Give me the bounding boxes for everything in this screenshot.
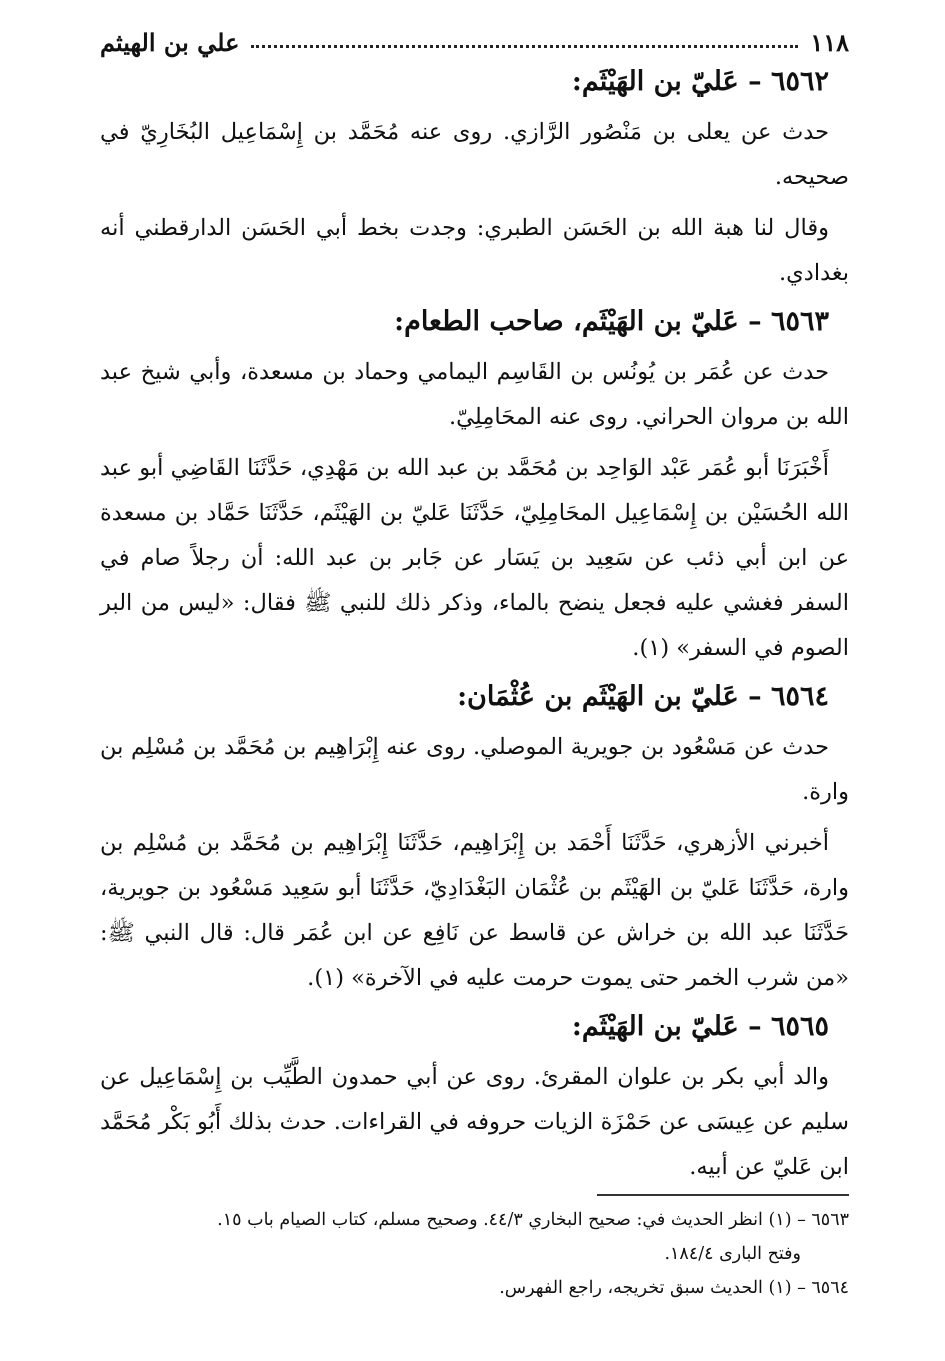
- entry-paragraph: حدث عن مَسْعُود بن جويرية الموصلي. روى عنه إِبْرَاهِيم بن مُحَمَّد بن مُسْلِم بن وارة.: [100, 734, 849, 805]
- entry-paragraph: وقال لنا هبة الله بن الحَسَن الطبري: وجدت بخط أبي الحَسَن الدارقطني أنه بغدادي.: [100, 215, 849, 286]
- entry-6562: [100, 62, 849, 296]
- entry-6565: [100, 1007, 849, 1190]
- page-number: ١١٨: [810, 27, 849, 57]
- footnotes: [100, 1203, 849, 1305]
- entry-heading: ٦٥٦٥ – عَليّ بن الهَيْثَم:: [571, 1011, 829, 1042]
- entry-paragraph: حدث عن عُمَر بن يُونُس بن القَاسِم اليمامي وحماد بن مسعدة، وأبي شيخ عبد الله بن مروان الحراني. روى عنه المحَامِلِيّ.: [100, 359, 849, 430]
- footnote: ٦٥٦٤ – (١) الحديث سبق تخريجه، راجع الفهرس.: [499, 1278, 849, 1298]
- footnote-continuation: وفتح البارى ١٨٤/٤.: [664, 1244, 801, 1264]
- header-dot-leader: [251, 37, 798, 48]
- entry-paragraph: أخبرني الأزهري، حَدَّثَنَا أَحْمَد بن إِبْرَاهِيم، حَدَّثَنَا إِبْرَاهِيم بن مُحَمَّد بن مُسْلِم بن وارة، حَدَّثَنَا عَليّ بن الهَيْثَم بن عُثْمَان البَغْدَادِيّ، حَدَّثَنَا أبو سَعِيد مَسْعُود بن جويرية، حَدَّثَنَا عبد الله بن خراش عن قاسط عن نَافِع عن ابن عُمَر قال: قال النبي ﷺ: «من شرب الخمر حتى يموت حرمت عليه في الآخرة» (١).: [100, 830, 849, 991]
- running-title: علي بن الهيثم: [100, 27, 240, 57]
- entry-paragraph: أَخْبَرَنَا أبو عُمَر عَبْد الوَاحِد بن مُحَمَّد بن عبد الله بن مَهْدِي، حَدَّثَنَا القَاضِي أبو عبد الله الحُسَيْن بن إِسْمَاعِيل المحَامِلِيّ، حَدَّثَنَا عَليّ بن الهَيْثَم، حَدَّثَنَا حَمَّاد بن مسعدة عن ابن أبي ذئب عن سَعِيد بن يَسَار عن جَابر بن عبد الله: أن رجلاً صام في السفر فغشي عليه فجعل ينضح بالماء، وذكر ذلك للنبي ﷺ فقال: «ليس من البر الصوم في السفر» (١).: [100, 455, 849, 661]
- page-body: [100, 58, 849, 1196]
- footnote-separator: [597, 1194, 849, 1196]
- entry-heading: ٦٥٦٢ – عَليّ بن الهَيْثَم:: [571, 66, 829, 97]
- entry-heading: ٦٥٦٣ – عَليّ بن الهَيْثَم، صاحب الطعام:: [394, 306, 829, 337]
- entry-paragraph: والد أبي بكر بن علوان المقرئ. روى عن أبي حمدون الطَّيِّب بن إِسْمَاعِيل عن سليم عن عِيسَى عن حَمْزَة الزيات حروفه في القراءات. حدث بذلك أَبُو بَكْر مُحَمَّد ابن عَليّ عن أبيه.: [100, 1064, 849, 1180]
- entry-6564: [100, 677, 849, 1001]
- entry-paragraph: حدث عن يعلى بن مَنْصُور الرَّازي. روى عنه مُحَمَّد بن إِسْمَاعِيل البُخَارِيّ في صحيحه.: [100, 119, 849, 190]
- page-header: [100, 22, 849, 62]
- entry-6563: [100, 302, 849, 671]
- entry-heading: ٦٥٦٤ – عَليّ بن الهَيْثَم بن عُثْمَان:: [457, 681, 829, 712]
- footnote: ٦٥٦٣ – (١) انظر الحديث في: صحيح البخاري ٤٤/٣. وصحيح مسلم، كتاب الصيام باب ١٥.: [217, 1210, 849, 1230]
